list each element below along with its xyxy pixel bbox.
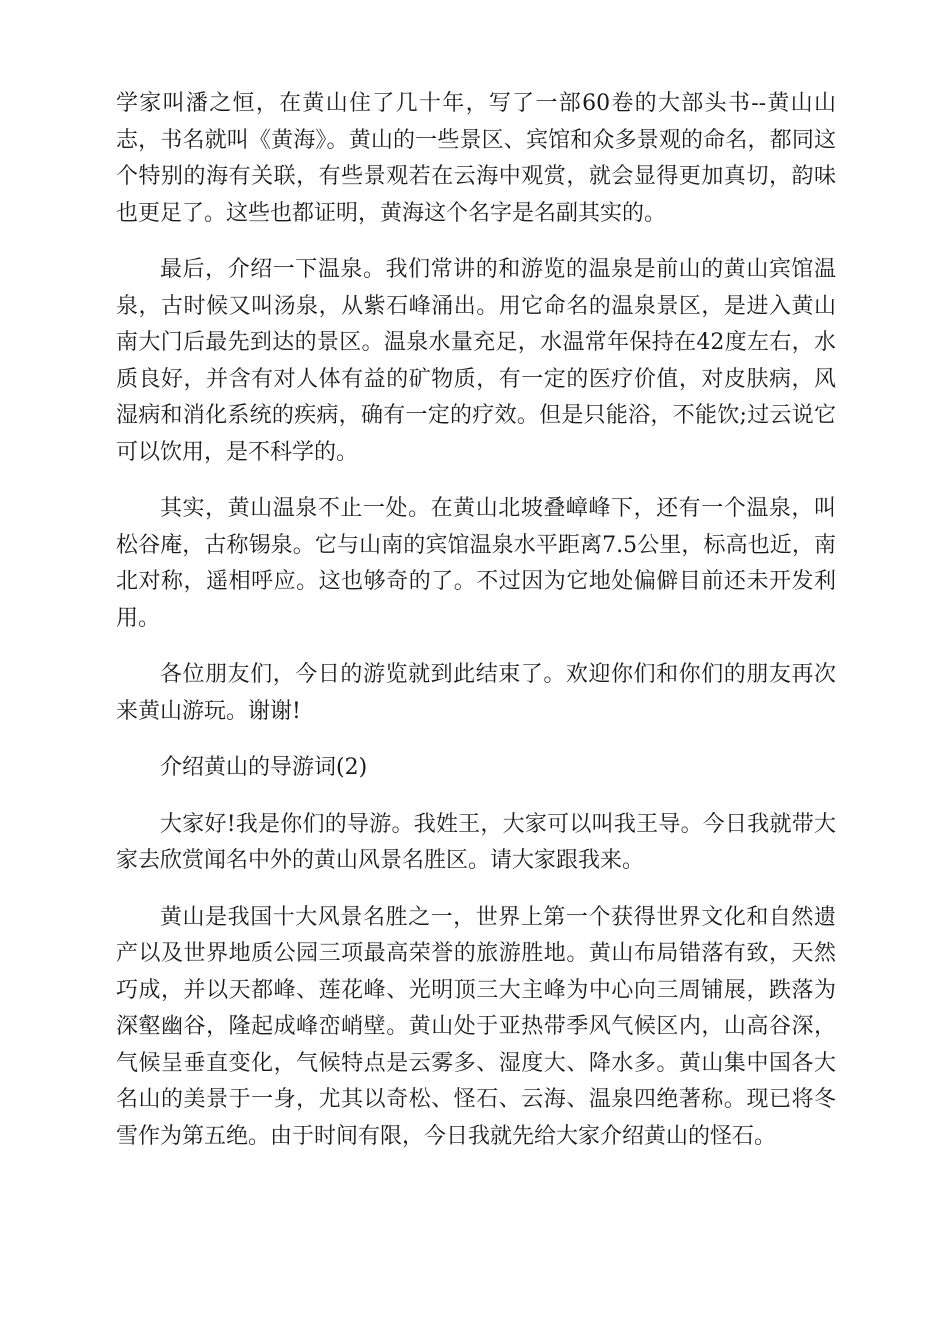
paragraph-huangshan-intro: 黄山是我国十大风景名胜之一，世界上第一个获得世界文化和自然遗产以及世界地质公园三项最高荣誉的旅游胜地。黄山布局错落有致，天然巧成，并以天都峰、莲花峰、光明顶三大主峰为中心向三周铺展，跌落为深壑幽谷，隆起成峰峦峭壁。黄山处于亚热带季风气候区内，山高谷深，气候呈垂直变化，气候特点是云雾多、湿度大、降水多。黄山集中国各大名山的美景于一身，尤其以奇松、怪石、云海、温泉四绝著称。现已将冬雪作为第五绝。由于时间有限，今日我就先给大家介绍黄山的怪石。	[116, 904, 836, 1149]
paragraph-greeting: 大家好!我是你们的导游。我姓王，大家可以叫我王导。今日我就带大家去欣赏闻名中外的黄山风景名胜区。请大家跟我来。	[116, 811, 836, 873]
document-page	[116, 86, 836, 1175]
paragraph-huanghai-name: 学家叫潘之恒，在黄山住了几十年，写了一部60卷的大部头书--黄山山志，书名就叫《黄海》。黄山的一些景区、宾馆和众多景观的命名，都同这个特别的海有关联，有些景观若在云海中观赏，就会显得更加真切，韵味也更足了。这些也都证明，黄海这个名字是名副其实的。	[116, 91, 836, 226]
paragraph-hot-spring: 最后，介绍一下温泉。我们常讲的和游览的温泉是前山的黄山宾馆温泉，古时候又叫汤泉，从紫石峰涌出。用它命名的温泉景区，是进入黄山南大门后最先到达的景区。温泉水量充足，水温常年保持在42度左右，水质良好，并含有对人体有益的矿物质，有一定的医疗价值，对皮肤病，风湿病和消化系统的疾病，确有一定的疗效。但是只能浴，不能饮;过云说它可以饮用，是不科学的。	[116, 257, 836, 465]
section-title: 介绍黄山的导游词(2)	[160, 755, 368, 780]
paragraph-farewell: 各位朋友们，今日的游览就到此结束了。欢迎你们和你们的朋友再次来黄山游玩。谢谢!	[116, 662, 836, 724]
paragraph-songgu-spring: 其实，黄山温泉不止一处。在黄山北坡叠嶂峰下，还有一个温泉，叫松谷庵，古称锡泉。它与山南的宾馆温泉水平距离7.5公里，标高也近，南北对称，遥相呼应。这也够奇的了。不过因为它地处偏僻目前还未开发利用。	[116, 496, 836, 631]
